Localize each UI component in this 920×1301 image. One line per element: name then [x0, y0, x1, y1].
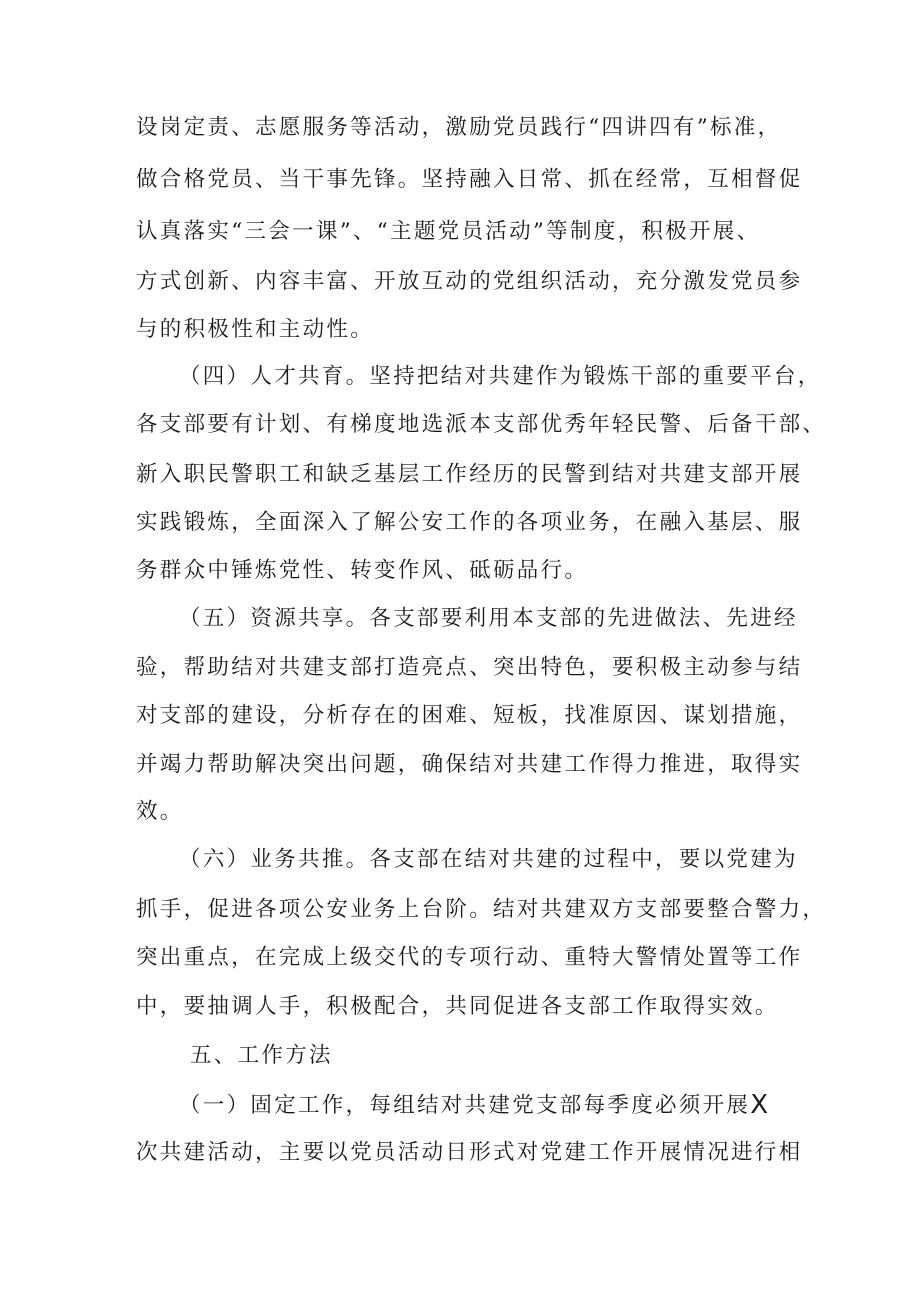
- section-title-work-methods: 五、工作方法: [190, 1043, 333, 1068]
- paragraph-line: 方式创新、内容丰富、开放互动的党组织活动，充分激发党员参: [136, 269, 803, 294]
- paragraph-line: 认真落实“三会一课”、“主题党员活动”等制度，积极开展、: [136, 219, 761, 244]
- paragraph-line: 实践锻炼，全面深入了解公安工作的各项业务，在融入基层、服: [136, 510, 803, 535]
- placeholder-x: X: [750, 1090, 769, 1120]
- paragraph-line: 验，帮助结对共建支部打造亮点、突出特色，要积极主动参与结: [136, 655, 803, 680]
- paragraph-line: 务群众中锤炼党性、转变作风、砥砺品行。: [136, 558, 589, 583]
- paragraph-line: 效。: [136, 799, 184, 824]
- paragraph-line: 设岗定责、志愿服务等活动，激励党员践行“四讲四有”标准，: [136, 115, 782, 140]
- paragraph-line: 做合格党员、当干事先锋。坚持融入日常、抓在经常，互相督促: [136, 167, 803, 192]
- paragraph-line: 次共建活动，主要以党员活动日形式对党建工作开展情况进行相: [136, 1140, 803, 1165]
- section-heading-six: （六）业务共推。各支部在结对共建的过程中，要以党建为: [179, 847, 798, 872]
- paragraph-line: 中，要抽调人手，积极配合，共同促进各支部工作取得实效。: [136, 994, 779, 1019]
- section-heading-four: （四）人才共育。坚持把结对共建作为锻炼干部的重要平台，: [179, 364, 822, 389]
- section-heading-five: （五）资源共享。各支部要利用本支部的先进做法、先进经: [179, 606, 798, 631]
- paragraph-line: 抓手，促进各项公安业务上台阶。结对共建双方支部要整合警力，: [136, 897, 827, 922]
- paragraph-line: 突出重点，在完成上级交代的专项行动、重特大警情处置等工作: [136, 945, 803, 970]
- paragraph-line: 各支部要有计划、有梯度地选派本支部优秀年轻民警、后备干部、: [136, 412, 827, 437]
- section-heading-one: [179, 1090, 768, 1121]
- paragraph-line: 与的积极性和主动性。: [136, 317, 375, 342]
- paragraph-text: （一）固定工作，每组结对共建党支部每季度必须开展: [179, 1093, 751, 1118]
- paragraph-line: 并竭力帮助解决突出问题，确保结对共建工作得力推进，取得实: [136, 752, 803, 777]
- paragraph-line: 新入职民警职工和缺乏基层工作经历的民警到结对共建支部开展: [136, 462, 803, 487]
- paragraph-line: 对支部的建设，分析存在的困难、短板，找准原因、谋划措施，: [136, 703, 803, 728]
